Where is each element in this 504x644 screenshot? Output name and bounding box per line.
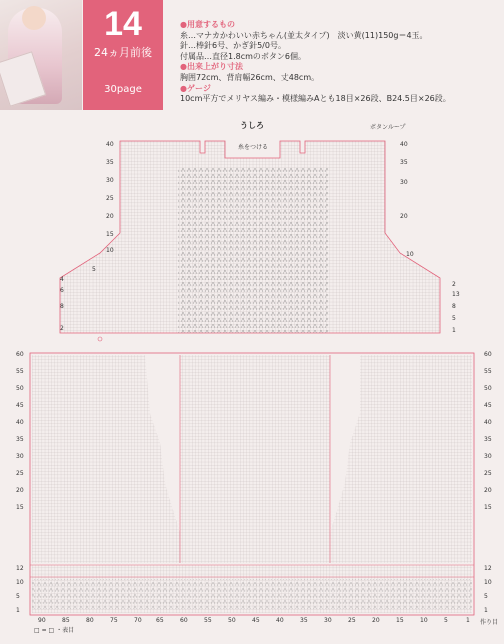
needle-line: 針…棒針6号、かぎ針5/0号。 xyxy=(180,41,286,51)
lower-left-row-25: 25 xyxy=(16,470,24,477)
upper-left-row-10: 10 xyxy=(106,247,114,254)
upper-right-row-13: 13 xyxy=(452,291,460,298)
lower-right-row-35: 35 xyxy=(484,436,492,443)
size-title: ●出来上がり寸法 xyxy=(180,62,243,72)
x-axis-1: 1 xyxy=(466,617,470,624)
upper-right-row-2: 2 xyxy=(452,281,456,288)
x-axis-15: 15 xyxy=(396,617,404,624)
lower-right-row-15: 15 xyxy=(484,504,492,511)
gauge-line: 10cm平方でメリヤス編み・模様編みAとも18目×26段、B24.5目×26段。 xyxy=(180,94,451,104)
upper-left-row-30: 30 xyxy=(106,177,114,184)
lower-right-row-25: 25 xyxy=(484,470,492,477)
lower-left-row-55: 55 xyxy=(16,368,24,375)
chart-top-title: うしろ xyxy=(240,121,264,130)
lower-left-row-40: 40 xyxy=(16,419,24,426)
upper-left-row-6: 6 xyxy=(60,287,64,294)
upper-left-row-20: 20 xyxy=(106,213,114,220)
x-axis-25: 25 xyxy=(348,617,356,624)
back-pattern-center xyxy=(178,168,328,333)
legend-label: □ = □ ・表目 xyxy=(34,627,75,634)
x-axis-90: 90 xyxy=(38,617,46,624)
pattern-number: 14 xyxy=(104,5,142,43)
lower-right-row-60: 60 xyxy=(484,351,492,358)
chart-svg xyxy=(0,113,504,640)
upper-right-row-35: 35 xyxy=(400,159,408,166)
lower-right-row-30: 30 xyxy=(484,453,492,460)
upper-left-row-5: 5 xyxy=(92,266,96,273)
model-face xyxy=(22,6,46,30)
materials-info xyxy=(180,20,500,105)
age-label: 24ヵ月前後 xyxy=(94,46,152,59)
knitting-chart xyxy=(0,113,504,640)
upper-left-row-35: 35 xyxy=(106,159,114,166)
lower-left-row-12: 12 xyxy=(16,565,24,572)
lower-left-row-50: 50 xyxy=(16,385,24,392)
lower-right-row-45: 45 xyxy=(484,402,492,409)
upper-right-row-5: 5 xyxy=(452,315,456,322)
upper-right-row-30: 30 xyxy=(400,179,408,186)
lower-right-row-20: 20 xyxy=(484,487,492,494)
size-line: 胸囲72cm、背肩幅26cm、丈48cm。 xyxy=(180,72,320,82)
upper-right-row-20: 20 xyxy=(400,213,408,220)
lower-ribbing-pattern xyxy=(32,579,472,609)
x-axis-70: 70 xyxy=(134,617,142,624)
lower-left-row-5: 5 xyxy=(16,593,20,600)
upper-right-row-1: 1 xyxy=(452,327,456,334)
x-axis-45: 45 xyxy=(252,617,260,624)
button-loop-label: ボタンループ xyxy=(370,124,406,131)
lower-center-panel xyxy=(180,355,330,563)
lower-right-row-5: 5 xyxy=(484,593,488,600)
join-mark xyxy=(98,337,102,341)
gauge-title: ●ゲージ xyxy=(180,83,211,93)
notions-line: 付属品…直径1.8cmのボタン6個。 xyxy=(180,51,307,61)
yarn-line: 糸…マナカかわいい赤ちゃん(並太タイプ) 淡い黄(11)150g＝4玉。 xyxy=(180,30,428,40)
x-axis-35: 35 xyxy=(300,617,308,624)
lower-right-row-12: 12 xyxy=(484,565,492,572)
x-axis-5: 5 xyxy=(444,617,448,624)
lower-right-row-40: 40 xyxy=(484,419,492,426)
cover-photo xyxy=(0,0,82,110)
lower-left-row-45: 45 xyxy=(16,402,24,409)
lower-left-row-20: 20 xyxy=(16,487,24,494)
x-axis-30: 30 xyxy=(324,617,332,624)
upper-right-row-40: 40 xyxy=(400,141,408,148)
start-label: 作り目 xyxy=(480,619,499,626)
upper-right-row-8: 8 xyxy=(452,303,456,310)
lower-left-row-15: 15 xyxy=(16,504,24,511)
lower-left-row-60: 60 xyxy=(16,351,24,358)
lower-right-row-50: 50 xyxy=(484,385,492,392)
lower-right-row-55: 55 xyxy=(484,368,492,375)
x-axis-55: 55 xyxy=(204,617,212,624)
lower-left-row-35: 35 xyxy=(16,436,24,443)
lower-left-panel xyxy=(32,355,180,563)
lower-right-row-1: 1 xyxy=(484,607,488,614)
upper-right-row-10: 10 xyxy=(406,251,414,258)
x-axis-20: 20 xyxy=(372,617,380,624)
upper-left-row-25: 25 xyxy=(106,195,114,202)
x-axis-50: 50 xyxy=(228,617,236,624)
upper-left-row-4: 4 xyxy=(60,276,64,283)
upper-left-row-2: 2 xyxy=(60,325,64,332)
upper-left-row-8: 8 xyxy=(60,303,64,310)
x-axis-60: 60 xyxy=(180,617,188,624)
x-axis-10: 10 xyxy=(420,617,428,624)
x-axis-40: 40 xyxy=(276,617,284,624)
lower-left-row-1: 1 xyxy=(16,607,20,614)
lower-right-panel xyxy=(330,355,472,563)
lower-left-row-30: 30 xyxy=(16,453,24,460)
pattern-badge xyxy=(83,0,163,110)
upper-left-row-15: 15 xyxy=(106,231,114,238)
x-axis-85: 85 xyxy=(62,617,70,624)
lower-left-row-10: 10 xyxy=(16,579,24,586)
x-axis-80: 80 xyxy=(86,617,94,624)
upper-left-row-40: 40 xyxy=(106,141,114,148)
materials-title: ●用意するもの xyxy=(180,20,235,29)
lower-right-row-10: 10 xyxy=(484,579,492,586)
page-ref: 30page xyxy=(104,84,142,95)
thread-attach-label: 糸をつける xyxy=(238,144,269,151)
x-axis-75: 75 xyxy=(110,617,118,624)
x-axis-65: 65 xyxy=(156,617,164,624)
